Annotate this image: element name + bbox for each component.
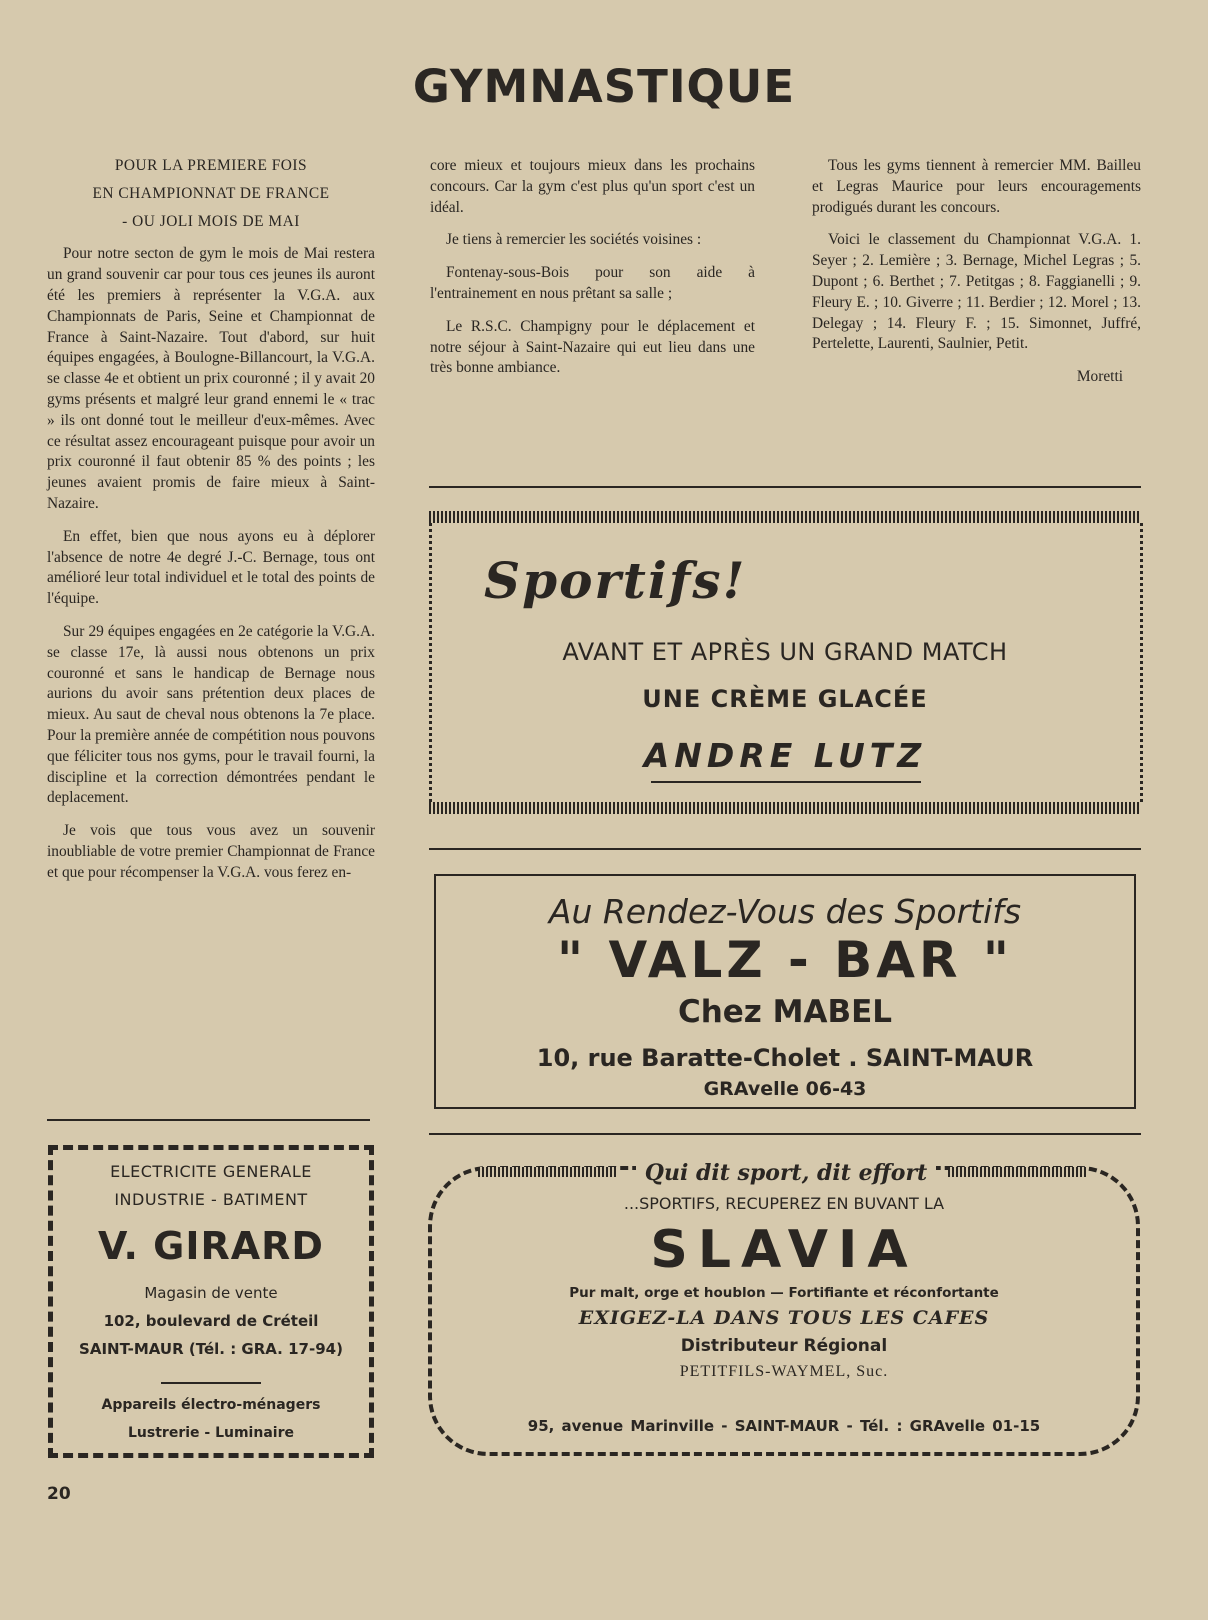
- ad-line: Magasin de vente: [144, 1284, 278, 1302]
- ad-line: Appareils électro-ménagers: [101, 1397, 321, 1413]
- ad-brand: V. GIRARD: [98, 1224, 324, 1268]
- ad-valz-bar: [434, 874, 1136, 1109]
- ad-brand: " VALZ - BAR ": [557, 931, 1013, 989]
- ad-border-hatch: [478, 1167, 618, 1177]
- ad-phone: SAINT-MAUR (Tél. : GRA. 17-94): [79, 1340, 343, 1358]
- article-paragraph: core mieux et toujours mieux dans les prochains concours. Car la gym c'est plus qu'un sport c'est un idéal.: [430, 157, 755, 216]
- ad-slavia: [428, 1166, 1140, 1456]
- ad-line: Au Rendez-Vous des Sportifs: [548, 892, 1022, 931]
- article-paragraph: Le R.S.C. Champigny pour le déplacement et notre séjour à Saint-Nazaire qui eut lieu dans une très bonne ambiance.: [430, 317, 755, 377]
- article-heading-line-3: - OU JOLI MOIS DE MAI: [122, 212, 300, 230]
- article-heading-line-1: POUR LA PREMIERE FOIS: [114, 157, 308, 174]
- ad-brand: ANDRE LUTZ: [643, 736, 927, 775]
- ad-brand: SLAVIA: [650, 1220, 918, 1280]
- ad-line: Chez MABEL: [677, 994, 893, 1030]
- ad-address: 10, rue Baratte-Cholet . SAINT-MAUR: [536, 1044, 1034, 1072]
- article-paragraph: Je tiens à remercier les sociétés voisines :: [446, 231, 702, 249]
- ad-phone: GRAvelle 06-43: [703, 1078, 867, 1100]
- article-column-3: [812, 156, 1141, 388]
- ad-line: Pur malt, orge et houblon — Fortifiante et réconfortante: [569, 1285, 999, 1301]
- ad-line: PETITFILS-WAYMEL, Suc.: [679, 1363, 889, 1380]
- ad-underline: [651, 781, 921, 783]
- divider: [429, 1133, 1141, 1135]
- article-column-2: [430, 156, 755, 391]
- divider: [47, 1119, 370, 1121]
- ad-script-title: Sportifs!: [484, 551, 747, 610]
- article-paragraph: Fontenay-sous-Bois pour son aide à l'entrainement en nous prêtant sa salle ;: [430, 264, 755, 302]
- ad-line: Distributeur Régional: [680, 1336, 888, 1356]
- ad-andre-lutz: [429, 511, 1141, 816]
- article-paragraph: En effet, bien que nous ayons eu à déplorer l'absence de notre 4e degré J.-C. Bernage, tous ont amélioré leur total individuel et le total des points de l'équipe.: [47, 527, 375, 608]
- ad-line: AVANT ET APRÈS UN GRAND MATCH: [562, 638, 1008, 666]
- ad-divider: [161, 1382, 261, 1384]
- divider: [429, 848, 1141, 850]
- ad-line: ELECTRICITE GENERALE: [110, 1162, 312, 1181]
- ad-line: INDUSTRIE - BATIMENT: [114, 1190, 308, 1209]
- page-number: 20: [47, 1484, 71, 1504]
- ad-address: 95, avenue Marinville - SAINT-MAUR - Tél. : GRAvelle 01-15: [527, 1417, 1041, 1435]
- ad-line: ...SPORTIFS, RECUPEREZ EN BUVANT LA: [623, 1194, 945, 1213]
- article-paragraph: Pour notre secton de gym le mois de Mai restera un grand souvenir car pour tous ces jeunes ils auront été les premiers à représenter la V.G.A. aux Championnats de Paris, Seine et Championnat de France à Saint-Nazaire. Tout d'abord, sur huit équipes engagées, à Boulogne-Billancourt, la V.G.A. se classe 4e et obtient un prix couronné ; il y avait 20 gyms présents et malgré leur grand ennemi le « trac » ils ont donné tout le meilleur d'eux-mêmes. Avec ce résultat assez encourageant puisque pour avoir un prix couronné il faut obtenir 85 % des points ; les jeunes avaient promis de faire mieux à Saint-Nazaire.: [47, 245, 375, 512]
- article-paragraph: Je vois que tous vous avez un souvenir inoubliable de votre premier Championnat de France et que pour récompenser la V.G.A. vous ferez en-: [47, 822, 375, 881]
- ad-border-hatch: [429, 511, 1141, 523]
- article-paragraph: Tous les gyms tiennent à remercier MM. Bailleu et Legras Maurice pour leurs encouragements prodigués durant les concours.: [812, 157, 1141, 216]
- ad-v-girard: [48, 1145, 374, 1458]
- divider: [429, 486, 1141, 488]
- ad-border-hatch: [948, 1167, 1088, 1177]
- article-signature: Moretti: [1076, 368, 1123, 386]
- ad-slogan: Qui dit sport, dit effort: [644, 1160, 928, 1186]
- ad-line: UNE CRÈME GLACÉE: [642, 685, 928, 713]
- ad-line: EXIGEZ-LA DANS TOUS LES CAFES: [578, 1307, 990, 1329]
- page-title: GYMNASTIQUE: [412, 60, 796, 113]
- ad-address: 102, boulevard de Créteil: [103, 1312, 319, 1330]
- article-column-1: [47, 156, 375, 896]
- article-paragraph: Sur 29 équipes engagées en 2e catégorie la V.G.A. se classe 17e, là aussi nous obtenons un prix couronné et sans le handicap de Bernage nous aurions du avoir sans prétention deux places de mieux. Au saut de cheval nous obtenons la 7e place. Pour la première année de compétition nous pouvons que féliciter tous nos gyms, pour le travail fourni, la discipline et la correction démontrées pendant le deplacement.: [47, 622, 375, 807]
- article-paragraph: Voici le classement du Championnat V.G.A. 1. Seyer ; 2. Lemière ; 3. Bernage, Michel Legras ; 5. Dupont ; 6. Berthet ; 7. Petitgas ; 8. Faggianelli ; 9. Fleury E. ; 10. Giverre ; 11. Berdier ; 12. Morel ; 13. Delegay ; 14. Fleury F. ; 15. Simonnet, Juffré, Pertelette, Laurenti, Saulnier, Petit.: [812, 231, 1141, 353]
- ad-line: Lustrerie - Luminaire: [128, 1425, 294, 1441]
- ad-border-hatch: [429, 802, 1141, 814]
- article-heading-line-2: EN CHAMPIONNAT DE FRANCE: [92, 184, 330, 202]
